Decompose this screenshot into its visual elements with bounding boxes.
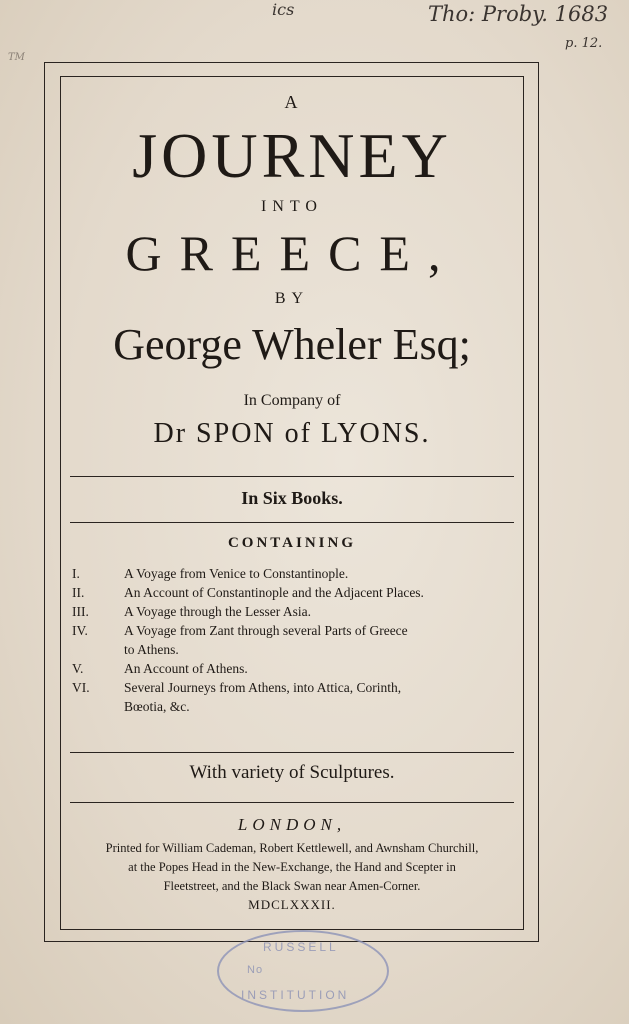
rule-2	[70, 522, 514, 523]
toc-row	[72, 621, 520, 640]
table-of-contents	[72, 564, 520, 716]
imprint-line-2: at the Popes Head in the New-Exchange, the Hand and Scepter in	[128, 860, 456, 874]
imprint-line-3: Fleetstreet, and the Black Swan near Amen-Corner.	[163, 879, 421, 893]
stamp-top-text: RUSSELL	[263, 940, 339, 954]
margin-pencil-mark: TM	[8, 52, 25, 63]
toc-text: to Athens.	[124, 642, 179, 657]
toc-text: A Voyage from Venice to Constantinople.	[124, 566, 349, 581]
title-main: JOURNEY	[132, 120, 452, 191]
in-company-of: In Company of	[243, 392, 341, 409]
toc-row	[72, 697, 520, 716]
author-name: George Wheler Esq;	[113, 320, 471, 369]
title-place: GREECE,	[125, 225, 459, 281]
toc-text: An Account of Athens.	[124, 661, 248, 676]
toc-number: VI.	[72, 680, 90, 695]
toc-number: I.	[72, 566, 80, 581]
title-article: A	[284, 92, 300, 112]
toc-text: A Voyage through the Lesser Asia.	[124, 604, 311, 619]
toc-row	[72, 602, 520, 621]
toc-number	[72, 697, 124, 716]
toc-row	[72, 659, 520, 678]
containing-heading: CONTAINING	[227, 535, 357, 551]
sculptures-note: With variety of Sculptures.	[189, 762, 395, 783]
toc-text: A Voyage from Zant through several Parts of Greece	[124, 623, 408, 638]
toc-row	[72, 564, 520, 583]
toc-number: II.	[72, 585, 85, 600]
title-by: BY	[274, 290, 310, 307]
stamp-bottom-text: INSTITUTION	[241, 988, 350, 1002]
stamp-number-label: No	[247, 964, 264, 976]
toc-number: IV.	[72, 623, 88, 638]
books-count: In Six Books.	[241, 488, 343, 508]
library-stamp	[217, 930, 389, 1012]
toc-row	[72, 583, 520, 602]
rule-3	[70, 752, 514, 753]
handwritten-page-reference: p. 12.	[565, 36, 603, 51]
toc-number: V.	[72, 661, 84, 676]
toc-row	[72, 640, 520, 659]
rule-4	[70, 802, 514, 803]
imprint-city: LONDON,	[237, 815, 347, 834]
toc-number: III.	[72, 604, 89, 619]
toc-number	[72, 640, 124, 659]
title-into: INTO	[261, 198, 323, 215]
toc-row	[72, 678, 520, 697]
rule-1	[70, 476, 514, 477]
imprint-line-1: Printed for William Cademan, Robert Kettlewell, and Awnsham Churchill,	[105, 841, 479, 855]
toc-text: An Account of Constantinople and the Adjacent Places.	[124, 585, 424, 600]
imprint-year: MDCLXXXII.	[248, 897, 336, 912]
toc-text: Several Journeys from Athens, into Attica, Corinth,	[124, 680, 402, 695]
companion-name: Dr SPON of LYONS.	[153, 418, 431, 449]
handwritten-owner-signature: Tho: Proby. 1683	[428, 2, 609, 26]
handwritten-note-top: ics	[272, 0, 295, 19]
toc-text: Bœotia, &c.	[124, 699, 190, 714]
